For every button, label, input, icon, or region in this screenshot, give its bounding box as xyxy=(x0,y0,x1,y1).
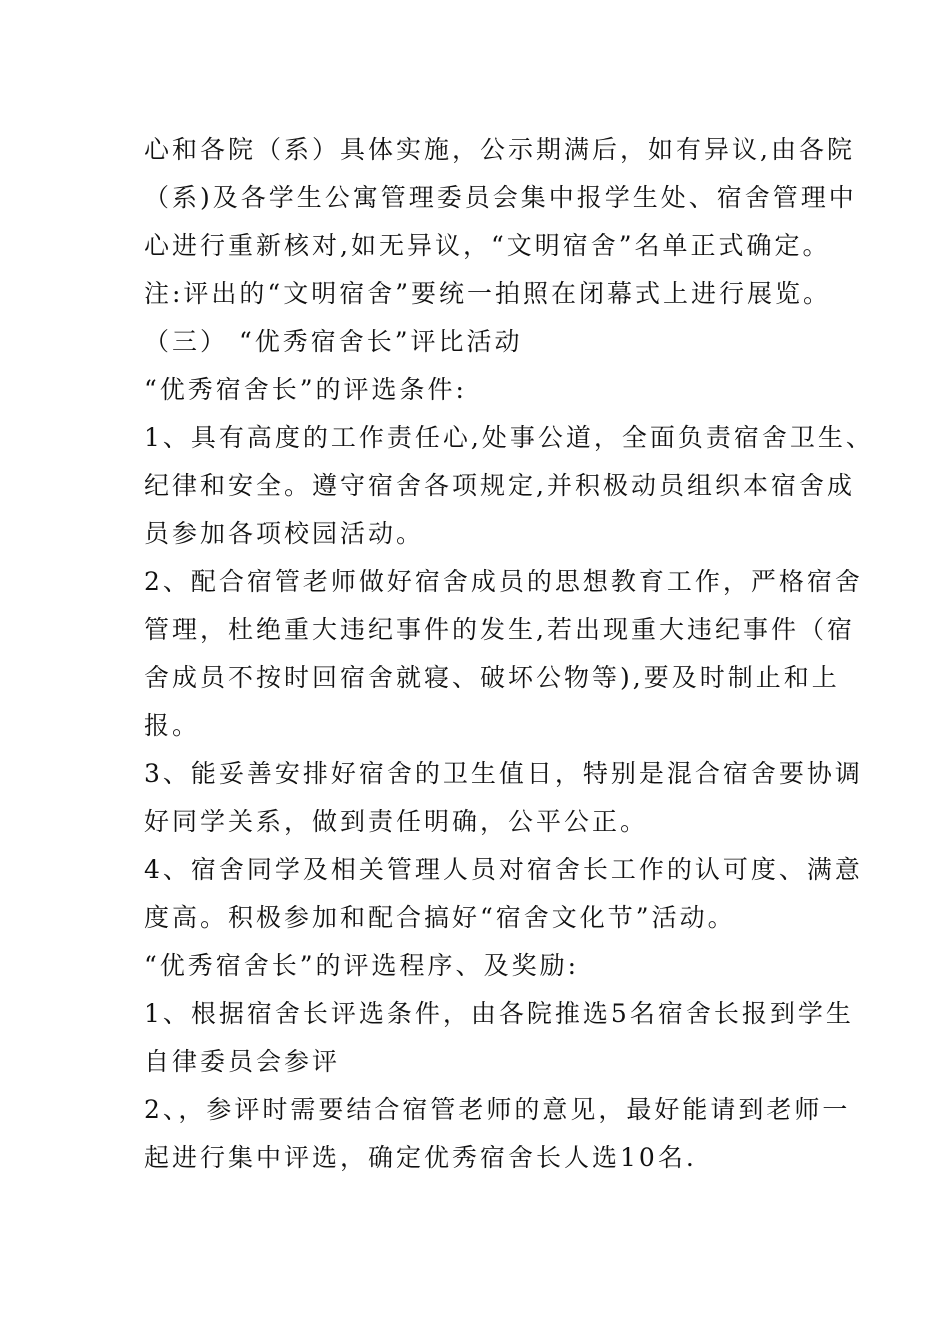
text-line: 管理，杜绝重大违纪事件的发生,若出现重大违纪事件（宿 xyxy=(144,615,855,644)
note-line: 注:评出的“文明宿舍”要统一拍照在闭幕式上进行展览。 xyxy=(144,279,831,308)
list-item-3: 3、能妥善安排好宿舍的卫生值日，特别是混合宿舍要协调 xyxy=(144,759,863,788)
text-line: 员参加各项校园活动。 xyxy=(144,519,425,548)
text-line: 舍成员不按时回宿舍就寝、破坏公物等),要及时制止和上 xyxy=(144,663,840,692)
text-line: 自律委员会参评 xyxy=(144,1047,341,1076)
text-line: 度高。积极参加和配合搞好“宿舍文化节”活动。 xyxy=(144,903,736,932)
text-line: （系)及各学生公寓管理委员会集中报学生处、宿舍管理中 xyxy=(144,183,857,212)
procedure-item-1: 1、根据宿舍长评选条件，由各院推选5名宿舍长报到学生 xyxy=(144,999,854,1028)
text-line: 起进行集中评选，确定优秀宿舍长人选10名. xyxy=(144,1143,697,1172)
subheading-criteria: “优秀宿舍长”的评选条件: xyxy=(144,375,467,404)
text-line: 报。 xyxy=(144,711,201,740)
text-line: 心和各院（系）具体实施，公示期满后，如有异议,由各院 xyxy=(144,135,855,164)
subheading-procedure: “优秀宿舍长”的评选程序、及奖励: xyxy=(144,951,579,980)
text-line: 心进行重新核对,如无异议，“文明宿舍”名单正式确定。 xyxy=(144,231,831,260)
list-item-1: 1、具有高度的工作责任心,处事公道，全面负责宿舍卫生、 xyxy=(144,423,874,452)
procedure-item-2: 2、，参评时需要结合宿管老师的意见，最好能请到老师一 xyxy=(144,1095,851,1124)
document-body xyxy=(144,126,874,1182)
text-line: 好同学关系，做到责任明确，公平公正。 xyxy=(144,807,649,836)
list-item-4: 4、宿舍同学及相关管理人员对宿舍长工作的认可度、满意 xyxy=(144,855,863,884)
text-line: 纪律和安全。遵守宿舍各项规定,并积极动员组织本宿舍成 xyxy=(144,471,855,500)
list-item-2: 2、配合宿管老师做好宿舍成员的思想教育工作，严格宿舍 xyxy=(144,567,863,596)
section-heading: （三） “优秀宿舍长”评比活动 xyxy=(144,327,523,356)
